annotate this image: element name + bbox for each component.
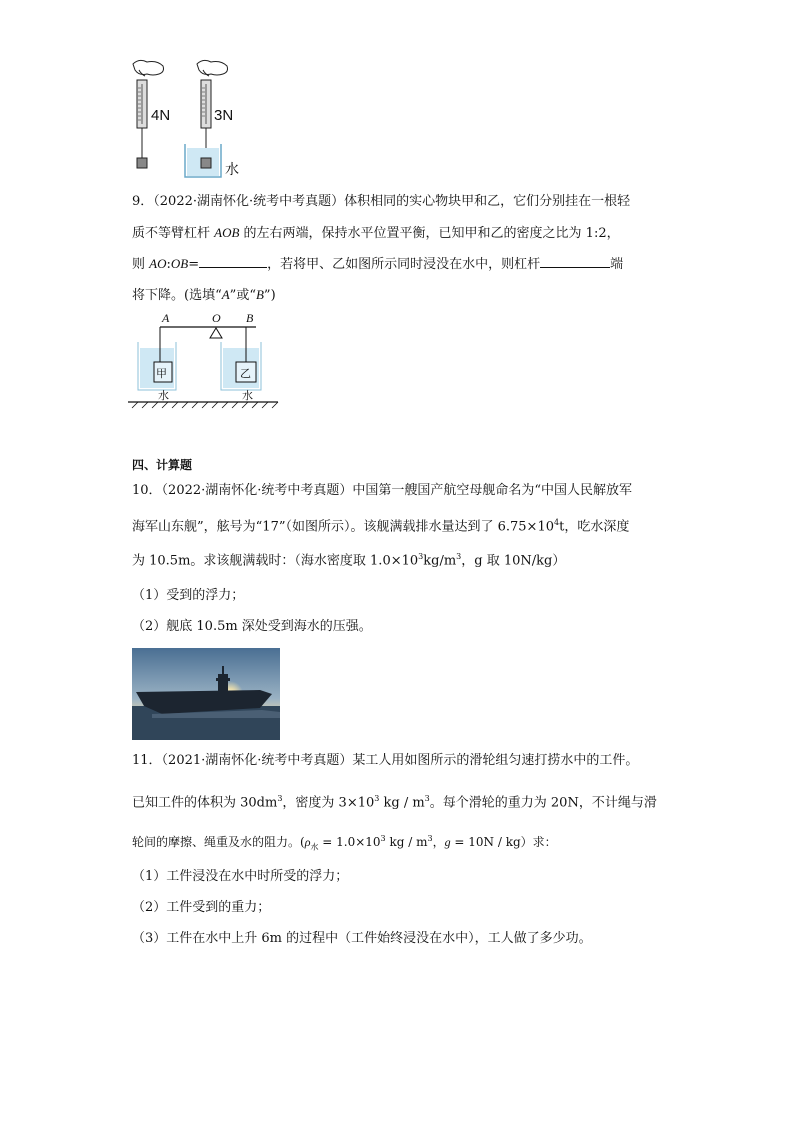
hand-icon xyxy=(133,60,164,76)
q9-line4: 将下降。(选填“A”或“B”) xyxy=(132,287,276,303)
q11-line1: 11．（2021·湖南怀化·统考中考真题）某工人用如图所示的滑轮组匀速打捞水中的工件。 xyxy=(132,753,639,768)
reading-right: 3N xyxy=(214,107,234,124)
block-jia-label: 甲 xyxy=(156,367,167,380)
ground-hatch xyxy=(132,402,278,408)
water-beaker xyxy=(185,144,221,177)
spring-scale-left xyxy=(137,80,147,168)
fulcrum-icon xyxy=(210,328,222,338)
hand-icon xyxy=(197,60,228,76)
lever-figure xyxy=(128,310,288,410)
water-label-right: 水 xyxy=(242,389,253,402)
aircraft-carrier-photo xyxy=(132,648,280,740)
q10-line2: 海军山东舰”，舷号为“17”（如图所示）。该舰满载排水量达到了 $6.75\times 10^4t$，吃水深度 xyxy=(132,518,630,535)
q11-sub3: （3）工件在水中上升 6m 的过程中（工件始终浸没在水中），工人做了多少功。 xyxy=(132,931,592,946)
spring-scale-right xyxy=(201,80,211,156)
q11-line2: 已知工件的体积为 $30dm^3$，密度为 $3\times 10^3$ kg / $m^3$。每个滑轮的重力为 20N，不计绳与滑 xyxy=(132,794,657,811)
water-label: 水 xyxy=(225,162,239,178)
q9-line3: 则 AO:OB= ，若将甲、乙如图所示同时浸没在水中，则杠杆 端 xyxy=(132,256,624,272)
q10-sub2: （2）舰底 10.5m 深处受到海水的压强。 xyxy=(132,619,372,634)
q11-sub1: （1）工件浸没在水中时所受的浮力； xyxy=(132,869,349,884)
reading-left: 4N xyxy=(151,107,171,124)
spring-scale-figure xyxy=(125,56,255,178)
point-b-label: B xyxy=(246,311,254,325)
q10-line3: 为 10.5m。求该舰满载时：（海水密度取 $1.0\times 10^3kg/m^3$，g 取 10N/kg） xyxy=(132,552,566,569)
q11-sub2: （2）工件受到的重力； xyxy=(132,900,271,915)
q9-line2: 质不等臂杠杆 AOB 的左右两端，保持水平位置平衡，已知甲和乙的密度之比为 1:2， xyxy=(132,225,620,241)
point-o-label: O xyxy=(212,311,221,325)
point-a-label: A xyxy=(162,311,170,325)
q11-line3: 轮间的摩擦、绳重及水的阻力。($\rho_水 = 1.0\times 10^3$ kg / $m^3$，g = 10N / kg）求： xyxy=(132,834,557,852)
q10-line1: 10．（2022·湖南怀化·统考中考真题）中国第一艘国产航空母舰命名为“中国人民解放军 xyxy=(132,483,633,498)
q10-sub1: （1）受到的浮力； xyxy=(132,588,245,603)
water-label-left: 水 xyxy=(158,389,169,402)
block-yi-label: 乙 xyxy=(240,367,251,380)
q9-line1: 9．（2022·湖南怀化·统考中考真题）体积相同的实心物块甲和乙，它们分别挂在一根轻 xyxy=(132,194,631,209)
answer-blank-2[interactable] xyxy=(540,255,610,268)
answer-blank-1[interactable] xyxy=(199,255,267,268)
section-title: 四、计算题 xyxy=(132,458,193,472)
